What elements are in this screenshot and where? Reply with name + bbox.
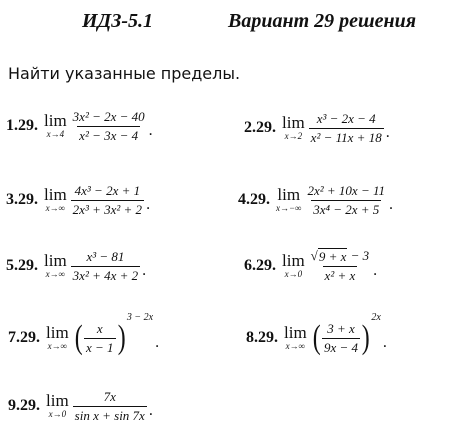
right-parenthesis: ) bbox=[361, 319, 370, 356]
fraction bbox=[73, 389, 147, 424]
exponent: 3 − 2x bbox=[126, 312, 154, 323]
problem-8-29: 8.29. lim x→∞ ( $\frac{3 + x}{9x - 4}$ ) 2x . bbox=[246, 312, 387, 356]
fraction bbox=[309, 111, 384, 146]
left-parenthesis: ( bbox=[312, 319, 321, 356]
fraction bbox=[305, 183, 387, 218]
limit-operator: lim x→∞ bbox=[284, 323, 307, 351]
limit-operator: lim x→0 bbox=[46, 391, 69, 419]
numerator: x³ − 2x − 4 bbox=[316, 110, 376, 126]
fraction bbox=[71, 249, 140, 284]
limit-operator: lim x→∞ bbox=[44, 251, 67, 279]
numerator: 2x² + 10x − 11 bbox=[307, 182, 386, 198]
problem-9-29: 9.29. lim x→0 $\frac{7x}{\text{sin x + sin 7x}}$ . bbox=[8, 388, 153, 423]
numerator: 3x² − 2x − 40 bbox=[72, 108, 145, 124]
denominator: 2x³ + 3x² + 2 bbox=[72, 201, 143, 217]
denominator: sin x + sin 7x bbox=[74, 407, 145, 423]
fraction bbox=[322, 321, 360, 356]
problem-3-29: 3.29. lim x→∞ $\frac{\text{4x³ − 2x + 1}}{\text{2x³ + 3x² + 2}}$ . bbox=[6, 182, 151, 217]
denominator: 3x² + 4x + 2 bbox=[72, 267, 139, 283]
problem-number: 2.29. bbox=[244, 119, 276, 136]
fraction bbox=[71, 183, 144, 218]
numerator: 7x bbox=[103, 388, 116, 404]
limit-operator: lim x→∞ bbox=[46, 323, 69, 351]
exponent: 2x bbox=[371, 312, 381, 323]
problem-number: 6.29. bbox=[244, 257, 276, 274]
numerator: x bbox=[96, 320, 103, 336]
problem-number: 8.29. bbox=[246, 329, 278, 346]
numerator: 3 + x bbox=[327, 320, 355, 336]
right-parenthesis: ) bbox=[117, 319, 126, 356]
problem-6-29: 6.29. lim x→0 √ 9 + x − 3 x² + x . bbox=[244, 248, 378, 283]
problem-5-29: 5.29. lim x→∞ $\frac{\text{x³ − 81}}{\text{3x² + 4x + 2}}$ . bbox=[6, 248, 147, 283]
problem-1-29: 1.29. lim x→4 $\frac{\text{3x² − 2x − 40}}{\text{x² − 3x − 4}}$ . bbox=[6, 108, 153, 143]
fraction bbox=[84, 321, 116, 356]
denominator: x² − 11x + 18 bbox=[310, 129, 382, 145]
numerator: 4x³ − 2x + 1 bbox=[74, 182, 141, 198]
denominator: x² − 3x − 4 bbox=[79, 127, 139, 143]
denominator: x² + x bbox=[324, 268, 356, 283]
limit-operator: lim x→4 bbox=[44, 111, 67, 139]
problem-number: 1.29. bbox=[6, 117, 38, 134]
fraction bbox=[309, 248, 371, 284]
left-parenthesis: ( bbox=[74, 319, 83, 356]
problem-2-29: 2.29. lim x→2 $\frac{\text{x³ − 2x − 4}}{\text{x² − 11x + 18}}$ . bbox=[244, 110, 390, 145]
limit-operator: lim x→0 bbox=[282, 251, 305, 279]
denominator: 3x⁴ − 2x + 5 bbox=[313, 201, 380, 217]
limit-operator: lim x→∞ bbox=[44, 185, 67, 213]
header-variant: Вариант 29 решения bbox=[228, 10, 417, 32]
limit-operator: lim x→2 bbox=[282, 113, 305, 141]
numerator: x³ − 81 bbox=[86, 248, 125, 264]
square-root: √ 9 + x bbox=[310, 248, 347, 264]
problem-number: 7.29. bbox=[8, 329, 40, 346]
header-title: ИДЗ-5.1 bbox=[82, 10, 154, 32]
problem-number: 5.29. bbox=[6, 257, 38, 274]
problem-7-29: 7.29. lim x→∞ ( $\frac{x}{x - 1}$ ) 3 − 2x . bbox=[8, 312, 160, 356]
problem-number: 3.29. bbox=[6, 191, 38, 208]
denominator: x − 1 bbox=[86, 339, 114, 355]
fraction bbox=[71, 109, 147, 144]
instruction-text: Найти указанные пределы. bbox=[8, 64, 241, 83]
numerator: √ 9 + x − 3 bbox=[310, 248, 370, 264]
problem-4-29: 4.29. lim x→−∞ $\frac{\text{2x² + 10x − 11}}{\text{3x⁴ − 2x + 5}}$ . bbox=[238, 182, 394, 217]
problem-number: 9.29. bbox=[8, 397, 40, 414]
limit-operator: lim x→−∞ bbox=[276, 185, 302, 213]
denominator: 9x − 4 bbox=[324, 339, 359, 355]
problem-number: 4.29. bbox=[238, 191, 270, 208]
